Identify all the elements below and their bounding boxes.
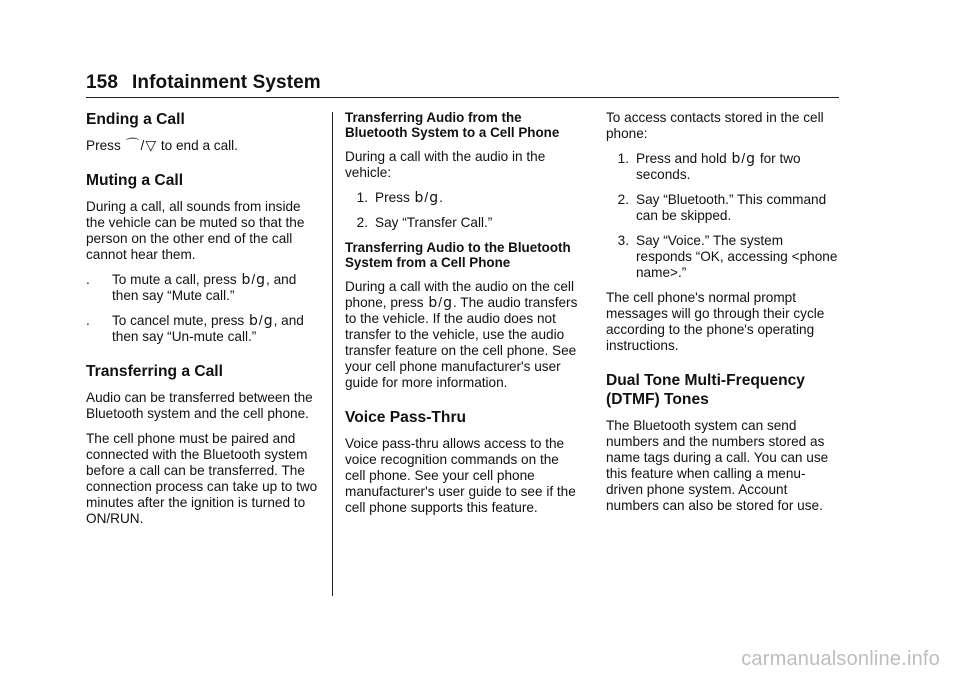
push-to-talk-icon: b [731,151,741,167]
list-item: 1. Press and hold b/g for two seconds. [617,151,801,182]
voice-icon: g [263,313,273,329]
voice-icon: g [429,190,439,206]
list-item: 2. Say “Transfer Call.” [356,215,493,230]
muting-a-call-heading: Muting a Call [86,172,184,189]
watermark: carmanualsonline.info [741,648,940,670]
bullet-mark: . [86,272,90,287]
voice-icon: g [256,272,266,288]
muting-a-call-text: During a call, all sounds from inside the vehicle can be muted so that the person on the other end of the call cannot hear them. [86,199,305,262]
transferring-text-2: The cell phone must be paired and connected with the Bluetooth system before a call can be transferred. The connection process can take up to two minutes after the ignition is turned to ON/RUN. [86,431,318,526]
list-item: 3. Say “Voice.” The system responds “OK, accessing <phone name>.” [617,233,838,280]
column-divider [332,112,333,596]
page-number: 158 [86,72,119,93]
header-rule [86,97,839,98]
ending-a-call-text: Press ⌒/▽ to end a call. [86,138,238,154]
transferring-text-1: Audio can be transferred between the Bluetooth system and the cell phone. [86,390,313,421]
bullet-mark: . [86,313,90,328]
down-triangle-icon: ▽ [145,138,157,154]
push-to-talk-icon: b [414,190,424,206]
dtmf-text: The Bluetooth system can send numbers and the numbers stored as name tags during a call. You can use this feature when calling a menu-driven phone system. Account numbers can also be stored for use. [606,418,829,513]
prompt-messages-text: The cell phone's normal prompt messages will go through their cycle according to the phone's operating instructions. [606,290,825,353]
page-header [86,72,321,94]
voice-icon: g [443,295,452,311]
end-call-icon: ⌒ [125,138,140,154]
transfer-to-bluetooth-text: During a call with the audio on the cell phone, press b/g. The audio transfers to the vehicle. If the audio does not transfer to the vehicle, use the audio transfer feature on the cell phone. See your cell phone manufacturer's user guide for more information. [345,279,578,390]
ending-a-call-heading: Ending a Call [86,111,185,128]
voice-pass-thru-text: Voice pass-thru allows access to the voice recognition commands on the cell phone. See your cell phone manufacturer's user guide to see if the cell phone supports this feature. [345,436,576,515]
list-item: . To mute a call, press b/g, and then say “Mute call.” [86,272,297,303]
transferring-a-call-heading: Transferring a Call [86,363,223,380]
column-1 [86,110,318,536]
list-item: 2. Say “Bluetooth.” This command can be skipped. [617,192,827,223]
list-item: . To cancel mute, press b/g, and then say “Un-mute call.” [86,313,304,344]
dtmf-heading: Dual Tone Multi-Frequency (DTMF) Tones [606,372,805,408]
contacts-intro: To access contacts stored in the cell phone: [606,110,824,141]
transfer-to-bluetooth-heading: Transferring Audio to the Bluetooth System from a Cell Phone [345,240,571,270]
section-title: Infotainment System [132,72,321,93]
transfer-to-phone-heading: Transferring Audio from the Bluetooth System to a Cell Phone [345,110,560,140]
voice-icon: g [746,151,756,167]
push-to-talk-icon: b [241,272,251,288]
push-to-talk-icon: b [428,295,438,311]
push-to-talk-icon: b [249,313,258,329]
column-3 [606,110,842,523]
transfer-to-phone-text: During a call with the audio in the vehicle: [345,149,546,180]
list-item: 1. Press b/g. [356,190,443,206]
column-2 [345,110,581,525]
voice-pass-thru-heading: Voice Pass-Thru [345,409,467,426]
